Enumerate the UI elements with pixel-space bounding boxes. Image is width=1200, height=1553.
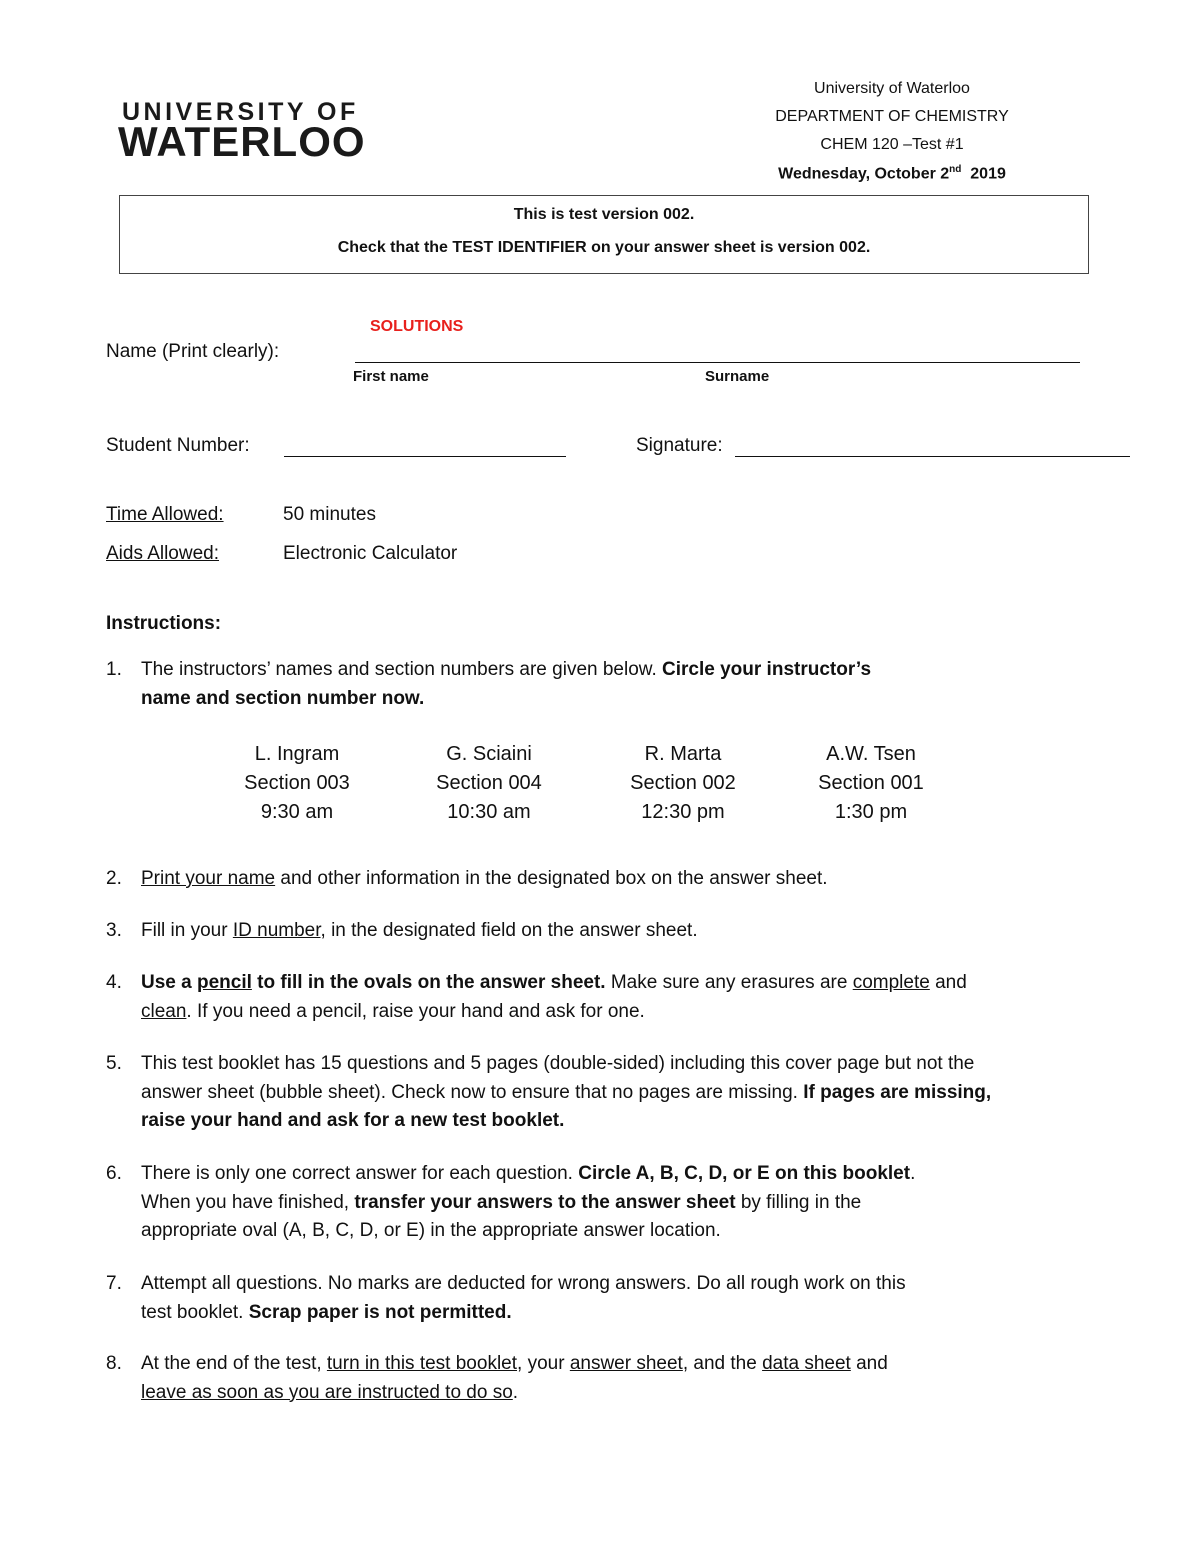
time-value: 50 minutes: [283, 504, 376, 525]
header-department: DEPARTMENT OF CHEMISTRY: [775, 108, 1009, 125]
solutions-label: SOLUTIONS: [370, 318, 464, 335]
instructor-table: [0, 740, 1200, 830]
time-label: Time Allowed:: [106, 504, 224, 525]
aids-value: Electronic Calculator: [283, 543, 458, 564]
version-box: [119, 195, 1089, 274]
surname-caption: Surname: [705, 368, 770, 385]
instruction-item-6: 6. There is only one correct answer for each question. Circle A, B, C, D, or E on this booklet. When you have finished, transfer your answers to the answer sheet by filling in the appropriate oval (A, B, C, D, or E) in the appropriate answer location.: [106, 1163, 916, 1241]
instructions-heading: Instructions:: [106, 613, 222, 634]
header-date: Wednesday, October 2nd 2019: [778, 164, 1006, 183]
instructor-col-4[interactable]: A.W. Tsen Section 001 1:30 pm: [818, 743, 924, 823]
instruction-item-7: 7. Attempt all questions. No marks are deducted for wrong answers. Do all rough work on this test booklet. Scrap paper is not permitted.: [106, 1273, 906, 1323]
instructor-col-1[interactable]: L. Ingram Section 003 9:30 am: [244, 743, 350, 823]
signature-label: Signature:: [636, 435, 723, 456]
logo-line1: UNIVERSITY OF: [122, 98, 359, 126]
logo-line2: WATERLOO: [118, 118, 366, 165]
header-course: CHEM 120 –Test #1: [820, 136, 964, 153]
instruction-item-8: 8. At the end of the test, turn in this test booklet, your answer sheet, and the data sheet and leave as soon as you are instructed to do so.: [106, 1353, 888, 1403]
instruction-item-4: 4. Use a pencil to fill in the ovals on the answer sheet. Make sure any erasures are complete and clean. If you need a pencil, raise your hand and ask for one.: [106, 972, 967, 1022]
instruction-item-2: 2. Print your name and other information in the designated box on the answer sheet.: [106, 868, 828, 889]
signature-line[interactable]: [735, 456, 1130, 457]
aids-label: Aids Allowed:: [106, 543, 220, 564]
header-university: University of Waterloo: [814, 80, 970, 97]
version-line2: Check that the TEST IDENTIFIER on your answer sheet is version 002.: [337, 239, 871, 256]
student-number-line[interactable]: [284, 456, 566, 457]
name-label: Name (Print clearly):: [106, 341, 280, 362]
first-name-caption: First name: [353, 368, 429, 385]
name-line[interactable]: [355, 362, 1080, 363]
instruction-item-1: 1. The instructors’ names and section numbers are given below. Circle your instructor’s name and section number now.: [106, 659, 872, 709]
student-number-label: Student Number:: [106, 435, 250, 456]
instructor-col-3[interactable]: R. Marta Section 002 12:30 pm: [630, 743, 736, 823]
instruction-item-3: 3. Fill in your ID number, in the designated field on the answer sheet.: [106, 920, 698, 941]
instruction-item-5: 5. This test booklet has 15 questions and 5 pages (double-sided) including this cover page but not the answer sheet (bubble sheet). Check now to ensure that no pages are missing. If pages are missing, raise your hand and ask for a new test booklet.: [106, 1053, 992, 1131]
version-line1: This is test version 002.: [513, 206, 695, 223]
instructor-col-2[interactable]: G. Sciaini Section 004 10:30 am: [436, 743, 542, 823]
